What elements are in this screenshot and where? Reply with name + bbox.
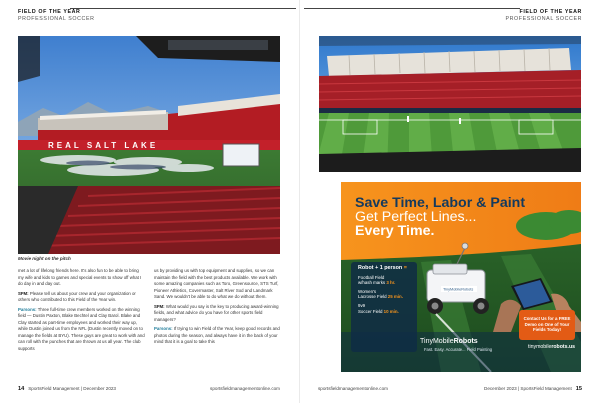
- footer-right: [484, 386, 582, 392]
- footer-magazine: December 2023 | SportsField Management: [484, 386, 572, 391]
- runhead-subtitle: PROFESSIONAL SOCCER: [505, 16, 582, 22]
- stadium-field-photo: [319, 36, 581, 172]
- runhead-title: FIELD OF THE YEAR: [18, 9, 81, 15]
- ad-comparison-list: [358, 266, 418, 317]
- speaker-label: SFM:: [154, 303, 165, 309]
- answer-paragraph: Parsons: Three full-time crew members worked on the winning field — Dustin Paxton, Blake Bechtel and Clay Barol. Blake and Clay started as part-time employees and worked their way up, while Dustin joined us from the NFL (Dustin recently moved on to manage the fields at BYU). These guys are great to work with and can roll with the punches that are thrown at us all year. The club supports: [18, 306, 145, 351]
- ad-headline: [355, 196, 525, 238]
- question-paragraph: SFM: What would you say is the key to producing award-winning fields, and what advice do you have for other sports field managers?: [154, 303, 279, 322]
- advertisement[interactable]: [341, 182, 581, 372]
- runhead-subtitle: PROFESSIONAL SOCCER: [18, 16, 95, 22]
- footer-magazine: SportsField Management | December 2023: [28, 386, 116, 391]
- top-rule: [70, 8, 296, 9]
- ad-tagline: Fast. Easy. Accurate... Field Painting: [424, 347, 493, 352]
- paragraph: us by providing us with top equipment and supplies, so we can maintain the field with the best products available. We work with some amazing companies such as Toro, Greensource, STS Turf, Pioneer Athletics, Covermaster, Salt River Sod and Landmark Sand. We wouldn't be able to do what we do without them.: [154, 268, 279, 299]
- right-page: [300, 0, 600, 403]
- runhead-title: FIELD OF THE YEAR: [519, 9, 582, 15]
- top-rule: [304, 8, 520, 9]
- ad-headline-2: Get Perfect Lines...: [355, 209, 477, 225]
- question-paragraph: SFM: Please tell us about your crew and your organization or others who contributed to this Field of the Year win.: [18, 290, 136, 302]
- ad-list-item: Women's Lacrosse Field 25 min.: [358, 288, 403, 300]
- speaker-label: SFM:: [18, 290, 29, 296]
- running-head: [18, 9, 95, 23]
- speaker-label: Parsons:: [18, 306, 37, 312]
- running-head: [505, 9, 582, 23]
- paragraph: met a lot of lifelong friends here. It's also fun to be able to bring my wife and kids to games and special events to show off what I do day in and day out.: [18, 268, 142, 286]
- page-number: 14: [18, 386, 25, 392]
- photo-caption: Movie night on the pitch: [18, 256, 71, 261]
- page-number: 15: [575, 386, 582, 392]
- footer-website: sportsfieldmanagementonline.com: [210, 386, 280, 391]
- ad-demo-badge[interactable]: Contact Us for a FREE Demo on One of Your Fields Today!: [519, 310, 575, 340]
- ad-list-item: Football Field w/hash marks 3 hr.: [358, 274, 396, 286]
- stadium-photo: [18, 36, 280, 254]
- stadium-sign-text: REAL SALT LAKE: [48, 141, 159, 150]
- ad-headline-1: Save Time, Labor & Paint: [355, 195, 526, 211]
- article-column-2: [154, 268, 281, 349]
- article-column-1: [18, 268, 145, 355]
- ad-headline-3: Every Time.: [355, 223, 435, 239]
- footer-left: [18, 386, 116, 392]
- ad-website-link[interactable]: tinymobilerobots.us: [528, 344, 575, 350]
- robot-logo-text: TinyMobileRobots: [443, 287, 474, 292]
- ad-list-header: Robot + 1 person =: [358, 265, 407, 271]
- footer-website: sportsfieldmanagementonline.com: [318, 386, 388, 391]
- speaker-label: Parsons:: [154, 326, 173, 331]
- answer-paragraph: Parsons: If trying to win Field of the Year, keep good records and photos during the season, and always have it in the back of your mind that it is a goal to take this: [154, 326, 280, 344]
- ad-list-item: 9v9 Soccer Field 10 min.: [358, 302, 399, 314]
- ad-brand-logo: TinyMobileRobots: [420, 338, 478, 345]
